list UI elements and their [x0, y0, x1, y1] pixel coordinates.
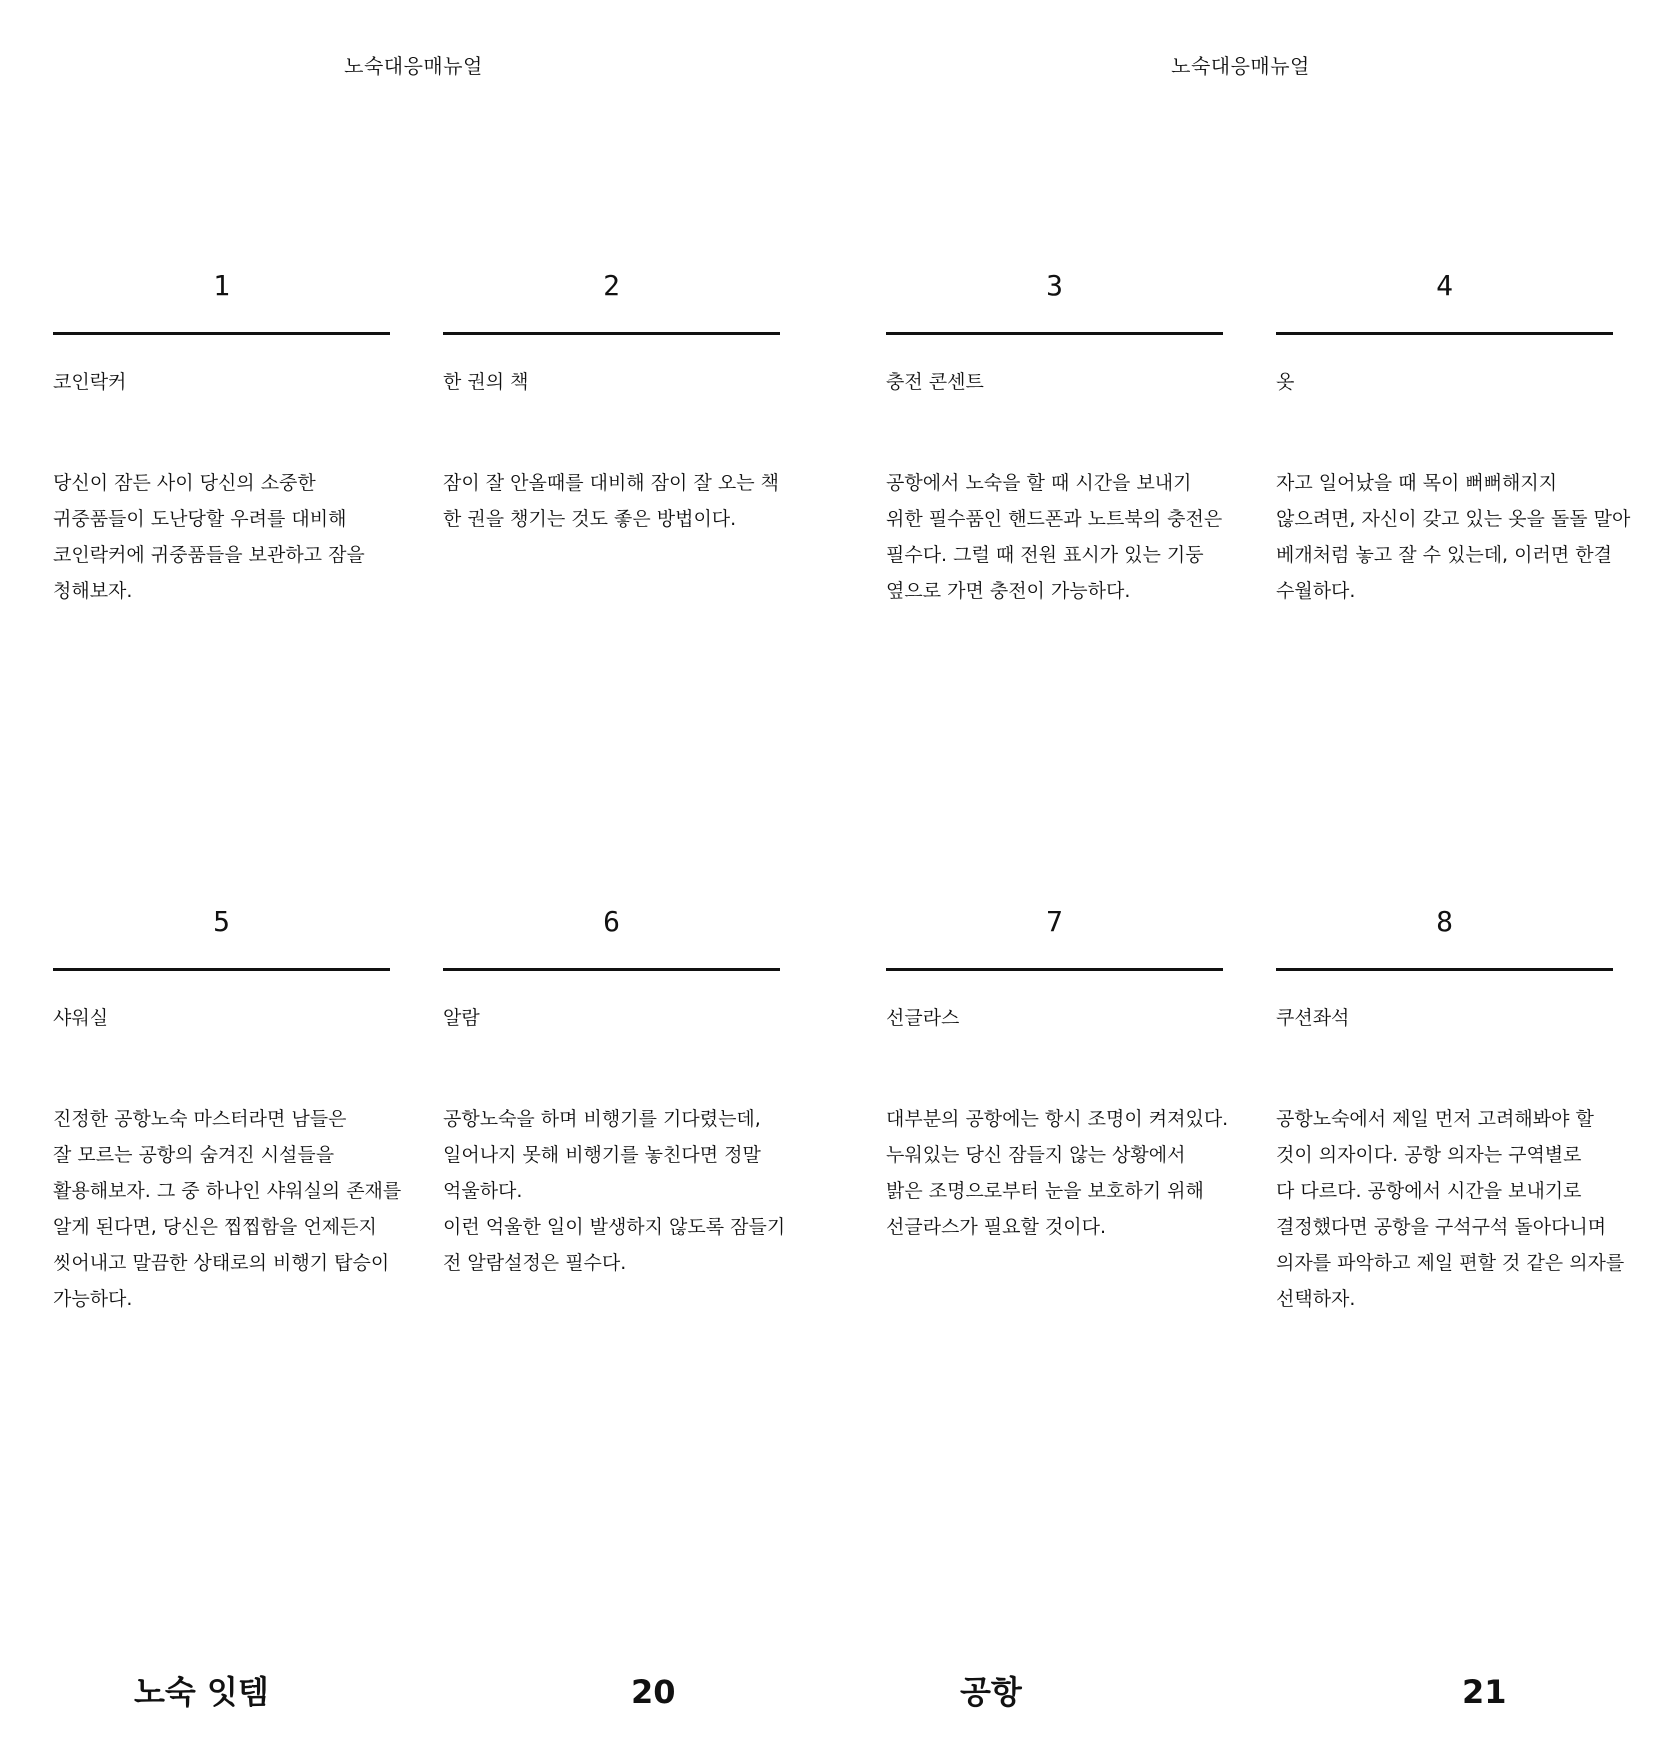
- body-line: 다 다르다. 공항에서 시간을 보내기로: [1276, 1180, 1582, 1202]
- body-line: 필수다. 그럴 때 전원 표시가 있는 기둥: [886, 544, 1204, 566]
- footer-section-title: 노숙 잇템: [134, 1673, 269, 1711]
- item-divider: [443, 332, 780, 335]
- item-divider: [53, 332, 390, 335]
- item-number: 7: [1046, 905, 1063, 938]
- item-number: 6: [603, 905, 620, 938]
- item-number: 5: [213, 905, 230, 938]
- body-line: 잠이 잘 안올때를 대비해 잠이 잘 오는 책: [443, 472, 779, 494]
- item-title: 충전 콘센트: [886, 371, 984, 393]
- item-title: 알람: [443, 1007, 480, 1029]
- item-number: 2: [603, 269, 620, 302]
- body-line: 잘 모르는 공항의 숨겨진 시설들을: [53, 1144, 335, 1166]
- body-line: 결정했다면 공항을 구석구석 돌아다니며: [1276, 1216, 1607, 1238]
- body-line: 한 권을 챙기는 것도 좋은 방법이다.: [443, 508, 737, 530]
- item-number: 8: [1436, 905, 1453, 938]
- body-line: 의자를 파악하고 제일 편할 것 같은 의자를: [1276, 1252, 1625, 1274]
- body-line: 가능하다.: [53, 1288, 133, 1310]
- item-divider: [1276, 332, 1613, 335]
- body-line: 위한 필수품인 핸드폰과 노트북의 충전은: [886, 508, 1223, 530]
- body-line: 자고 일어났을 때 목이 뻐뻐해지지: [1276, 472, 1558, 494]
- body-line: 알게 된다면, 당신은 찝찝함을 언제든지: [53, 1216, 377, 1238]
- item-title: 옷: [1276, 371, 1295, 393]
- item-body: [443, 465, 780, 537]
- item-divider: [1276, 968, 1613, 971]
- page-number: 20: [631, 1673, 676, 1711]
- body-line: 대부분의 공항에는 항시 조명이 켜져있다.: [886, 1108, 1229, 1130]
- body-line: 당신이 잠든 사이 당신의 소중한: [53, 472, 316, 494]
- body-line: 것이 의자이다. 공항 의자는 구역별로: [1276, 1144, 1582, 1166]
- body-line: 전 알람설정은 필수다.: [443, 1252, 627, 1274]
- item-body: [1276, 1101, 1625, 1317]
- body-line: 공항노숙에서 제일 먼저 고려해봐야 할: [1276, 1108, 1594, 1130]
- item-title: 코인락커: [53, 371, 127, 393]
- item-divider: [53, 968, 390, 971]
- body-line: 진정한 공항노숙 마스터라면 남들은: [53, 1108, 347, 1130]
- body-line: 억울하다.: [443, 1180, 523, 1202]
- body-line: 베개처럼 놓고 잘 수 있는데, 이러면 한결: [1276, 544, 1612, 566]
- body-line: 옆으로 가면 충전이 가능하다.: [886, 580, 1131, 602]
- item-number: 4: [1436, 269, 1453, 302]
- body-line: 선택하자.: [1276, 1288, 1356, 1310]
- body-line: 밝은 조명으로부터 눈을 보호하기 위해: [886, 1180, 1204, 1202]
- page-number: 21: [1462, 1673, 1507, 1711]
- item-body: [886, 1101, 1229, 1245]
- body-line: 활용해보자. 그 중 하나인 샤워실의 존재를: [53, 1180, 402, 1202]
- body-line: 공항노숙을 하며 비행기를 기다렸는데,: [443, 1108, 761, 1130]
- body-line: 이런 억울한 일이 발생하지 않도록 잠들기: [443, 1216, 786, 1238]
- running-head: 노숙대응매뉴얼: [1171, 54, 1310, 78]
- item-divider: [886, 968, 1223, 971]
- right-page: [827, 0, 1654, 1754]
- item-divider: [886, 332, 1223, 335]
- body-line: 코인락커에 귀중품들을 보관하고 잠을: [53, 544, 365, 566]
- item-body: [886, 465, 1223, 609]
- item-body: [443, 1101, 786, 1281]
- item-number: 3: [1046, 269, 1063, 302]
- body-line: 않으려면, 자신이 갖고 있는 옷을 돌돌 말아: [1276, 508, 1631, 530]
- body-line: 공항에서 노숙을 할 때 시간을 보내기: [886, 472, 1192, 494]
- body-line: 누워있는 당신 잠들지 않는 상황에서: [886, 1144, 1186, 1166]
- body-line: 귀중품들이 도난당할 우려를 대비해: [53, 508, 347, 530]
- footer-section-title: 공항: [960, 1673, 1022, 1711]
- body-line: 일어나지 못해 비행기를 놓친다면 정말: [443, 1144, 761, 1166]
- item-title: 쿠션좌석: [1276, 1007, 1350, 1029]
- item-number: 1: [213, 269, 230, 302]
- item-body: [53, 465, 390, 609]
- item-body: [1276, 465, 1631, 609]
- item-title: 한 권의 책: [443, 371, 529, 393]
- item-title: 샤워실: [53, 1007, 109, 1029]
- item-divider: [443, 968, 780, 971]
- body-line: 선글라스가 필요할 것이다.: [886, 1216, 1107, 1238]
- item-body: [53, 1101, 402, 1317]
- body-line: 청해보자.: [53, 580, 133, 602]
- running-head: 노숙대응매뉴얼: [344, 54, 483, 78]
- body-line: 씻어내고 말끔한 상태로의 비행기 탑승이: [53, 1252, 390, 1274]
- item-title: 선글라스: [886, 1007, 960, 1029]
- body-line: 수월하다.: [1276, 580, 1356, 602]
